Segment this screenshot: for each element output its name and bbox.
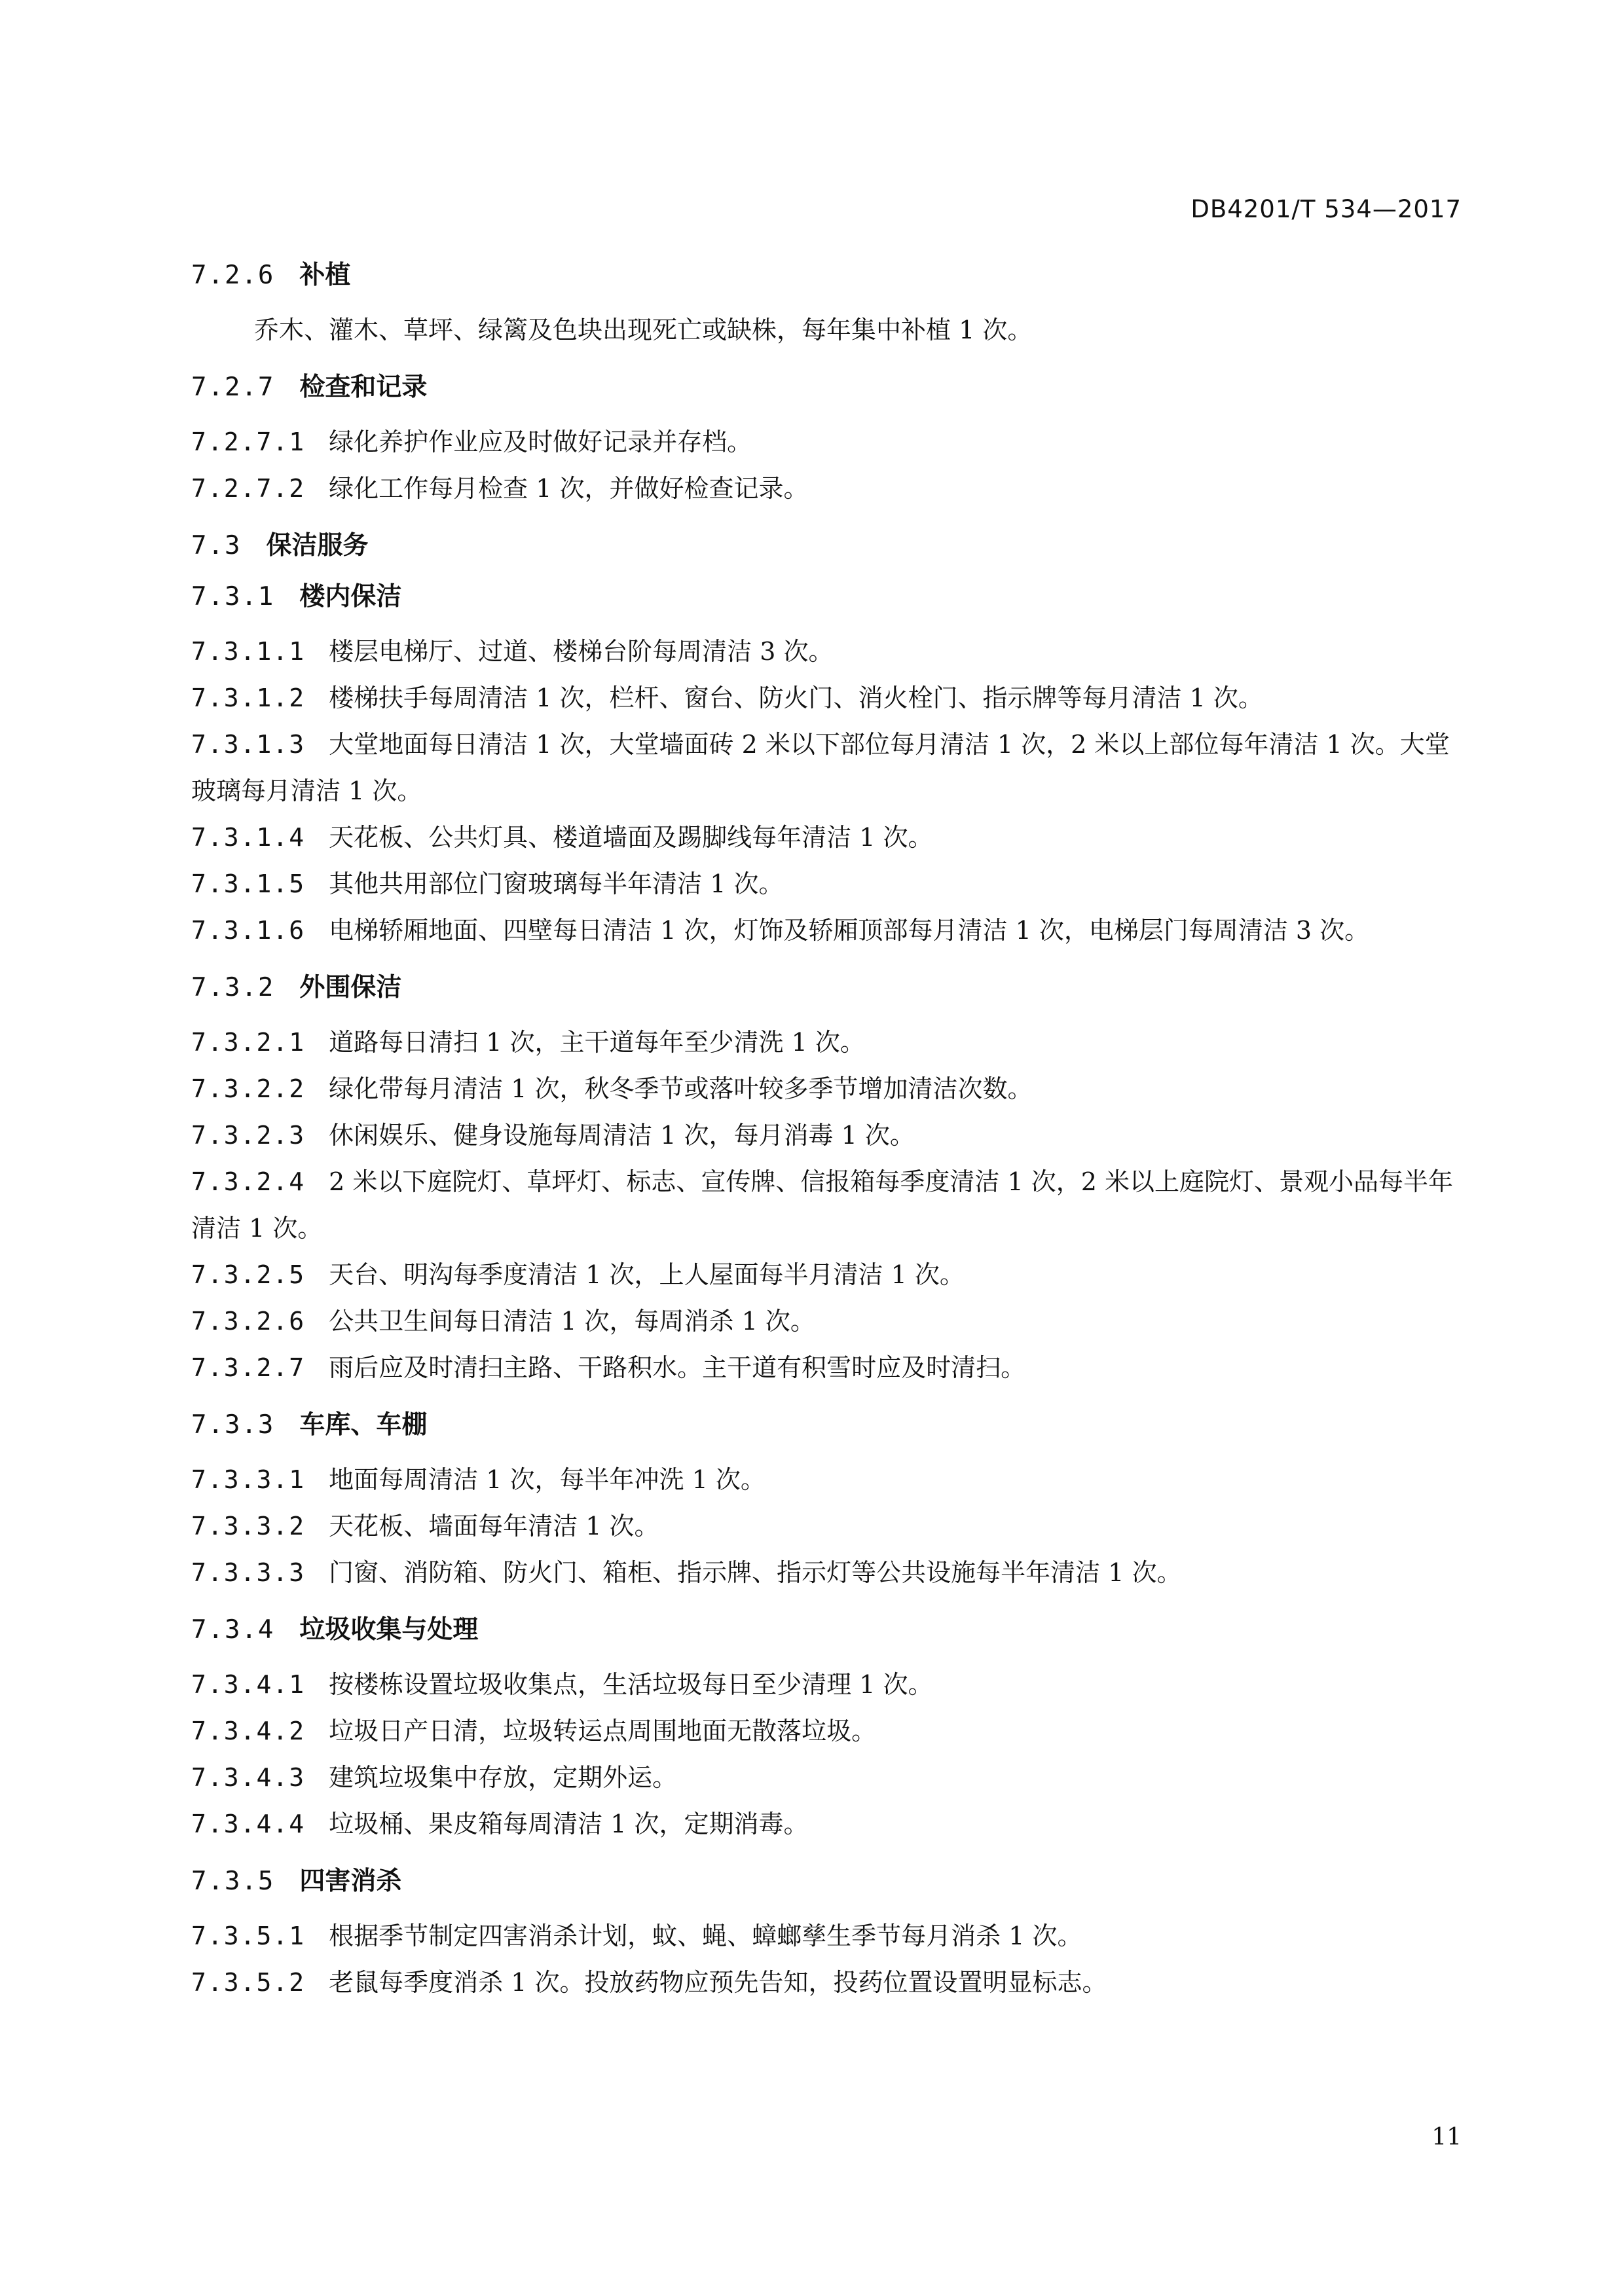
section-heading [191, 1613, 1459, 1647]
clause-number: 7.2.7.2 [191, 474, 306, 503]
clause-item [191, 1662, 1459, 1708]
section-number: 7.3.1 [191, 582, 275, 611]
section-number: 7.3 [191, 531, 242, 560]
section-heading [191, 1408, 1459, 1442]
clause-number: 7.2.7.1 [191, 428, 306, 456]
clause-item [191, 1252, 1459, 1298]
clause-item [191, 1801, 1459, 1848]
clause-number: 7.3.2.1 [191, 1028, 306, 1057]
clause-item [191, 1503, 1459, 1550]
clause-number: 7.3.3.1 [191, 1465, 306, 1494]
clause-text: 公共卫生间每日清洁 1 次，每周消杀 1 次。 [329, 1307, 815, 1336]
clause-text: 乔木、灌木、草坪、绿篱及色块出现死亡或缺株，每年集中补植 1 次。 [254, 316, 1033, 344]
clause-number: 7.3.2.6 [191, 1307, 306, 1336]
document-code: DB4201/T 534—2017 [1190, 195, 1462, 223]
section-number: 7.3.2 [191, 973, 275, 1002]
clause-text: 天花板、公共灯具、楼道墙面及踢脚线每年清洁 1 次。 [329, 823, 933, 852]
clause-text: 其他共用部位门窗玻璃每半年清洁 1 次。 [329, 869, 784, 898]
clause-number: 7.3.5.2 [191, 1968, 306, 1997]
section-heading [191, 529, 1459, 563]
clause-text: 楼梯扶手每周清洁 1 次，栏杆、窗台、防火门、消火栓门、指示牌等每月清洁 1 次。 [329, 683, 1263, 712]
clause-item [191, 1550, 1459, 1596]
clause-number: 7.3.2.3 [191, 1121, 306, 1150]
clause-item [191, 721, 1459, 814]
clause-item [191, 814, 1459, 861]
clause-number: 7.3.2.2 [191, 1074, 306, 1103]
section-title: 楼内保洁 [299, 582, 402, 611]
clause-item [191, 1159, 1459, 1252]
clause-item [191, 1112, 1459, 1159]
section-title: 外围保洁 [299, 973, 402, 1002]
clause-number: 7.3.3.2 [191, 1512, 306, 1540]
clause-number: 7.3.4.4 [191, 1810, 306, 1838]
clause-text: 老鼠每季度消杀 1 次。投放药物应预先告知，投药位置设置明显标志。 [329, 1968, 1107, 1997]
clause-number: 7.3.1.3 [191, 730, 306, 759]
section-title: 检查和记录 [299, 373, 428, 402]
clause-item [191, 1959, 1459, 2006]
clause-item [191, 629, 1459, 675]
section-title: 车库、车棚 [299, 1410, 428, 1440]
clause-text: 按楼栋设置垃圾收集点，生活垃圾每日至少清理 1 次。 [329, 1670, 933, 1699]
section-title: 补植 [299, 261, 351, 290]
clause-item [191, 1019, 1459, 1066]
clause-item [191, 1298, 1459, 1345]
clause-text: 地面每周清洁 1 次，每半年冲洗 1 次。 [329, 1465, 766, 1494]
clause-text: 天台、明沟每季度清洁 1 次，上人屋面每半月清洁 1 次。 [329, 1260, 965, 1289]
section-number: 7.2.6 [191, 261, 275, 290]
section-number: 7.3.4 [191, 1615, 275, 1645]
clause-text: 雨后应及时清扫主路、干路积水。主干道有积雪时应及时清扫。 [329, 1353, 1026, 1382]
clause-number: 7.3.2.7 [191, 1353, 306, 1382]
clause-text: 楼层电梯厅、过道、楼梯台阶每周清洁 3 次。 [329, 637, 834, 666]
section-number: 7.3.3 [191, 1410, 275, 1440]
section-number: 7.2.7 [191, 373, 275, 402]
page-number: 11 [1431, 2124, 1462, 2151]
clause-text: 休闲娱乐、健身设施每周清洁 1 次，每月消毒 1 次。 [329, 1121, 915, 1150]
clause-number: 7.3.2.4 [191, 1167, 306, 1196]
clause-item [191, 1708, 1459, 1755]
clause-text: 垃圾日产日清，垃圾转运点周围地面无散落垃圾。 [329, 1717, 877, 1745]
clause-text: 垃圾桶、果皮箱每周清洁 1 次，定期消毒。 [329, 1810, 809, 1838]
clause-item [191, 465, 1459, 512]
clause-text: 大堂地面每日清洁 1 次，大堂墙面砖 2 米以下部位每月清洁 1 次，2 米以上部位每年清洁 1 次。大堂玻璃每月清洁 1 次。 [191, 730, 1450, 805]
clause-number: 7.3.1.4 [191, 823, 306, 852]
clause-text: 绿化带每月清洁 1 次，秋冬季节或落叶较多季节增加清洁次数。 [329, 1074, 1033, 1103]
section-heading [191, 971, 1459, 1005]
document-body [191, 259, 1459, 2006]
clause-text: 电梯轿厢地面、四壁每日清洁 1 次，灯饰及轿厢顶部每月清洁 1 次，电梯层门每周清洁 3 次。 [329, 916, 1370, 945]
section-heading [191, 1865, 1459, 1899]
clause-text: 绿化工作每月检查 1 次，并做好检查记录。 [329, 474, 809, 503]
section-heading [191, 371, 1459, 405]
section-title: 四害消杀 [299, 1867, 402, 1896]
clause-text: 2 米以下庭院灯、草坪灯、标志、宣传牌、信报箱每季度清洁 1 次，2 米以上庭院灯、景观小品每半年清洁 1 次。 [191, 1167, 1454, 1243]
section-title: 保洁服务 [266, 531, 369, 560]
clause-text: 绿化养护作业应及时做好记录并存档。 [329, 428, 752, 456]
clause-number: 7.3.1.2 [191, 683, 306, 712]
clause-item [191, 1755, 1459, 1801]
clause-number: 7.3.2.5 [191, 1260, 306, 1289]
clause-text: 根据季节制定四害消杀计划，蚊、蝇、蟑螂孳生季节每月消杀 1 次。 [329, 1922, 1082, 1950]
clause-number: 7.3.1.1 [191, 637, 306, 666]
clause-item [191, 419, 1459, 465]
clause-item [191, 1066, 1459, 1112]
clause-number: 7.3.4.3 [191, 1763, 306, 1792]
clause-number: 7.3.3.3 [191, 1558, 306, 1587]
clause-number: 7.3.4.2 [191, 1717, 306, 1745]
clause-item [191, 1345, 1459, 1391]
clause-number: 7.3.5.1 [191, 1922, 306, 1950]
section-title: 垃圾收集与处理 [299, 1615, 479, 1645]
clause-text: 门窗、消防箱、防火门、箱柜、指示牌、指示灯等公共设施每半年清洁 1 次。 [329, 1558, 1182, 1587]
section-heading [191, 580, 1459, 614]
clause-number: 7.3.1.6 [191, 916, 306, 945]
clause-text: 道路每日清扫 1 次，主干道每年至少清洗 1 次。 [329, 1028, 865, 1057]
clause-item [191, 1457, 1459, 1503]
section-number: 7.3.5 [191, 1867, 275, 1896]
clause-text: 天花板、墙面每年清洁 1 次。 [329, 1512, 659, 1540]
clause-item [191, 907, 1459, 954]
body-paragraph [191, 307, 1459, 354]
clause-number: 7.3.1.5 [191, 869, 306, 898]
clause-text: 建筑垃圾集中存放，定期外运。 [329, 1763, 678, 1792]
clause-number: 7.3.4.1 [191, 1670, 306, 1699]
clause-item [191, 675, 1459, 721]
clause-item [191, 861, 1459, 907]
section-heading [191, 259, 1459, 293]
clause-item [191, 1913, 1459, 1959]
